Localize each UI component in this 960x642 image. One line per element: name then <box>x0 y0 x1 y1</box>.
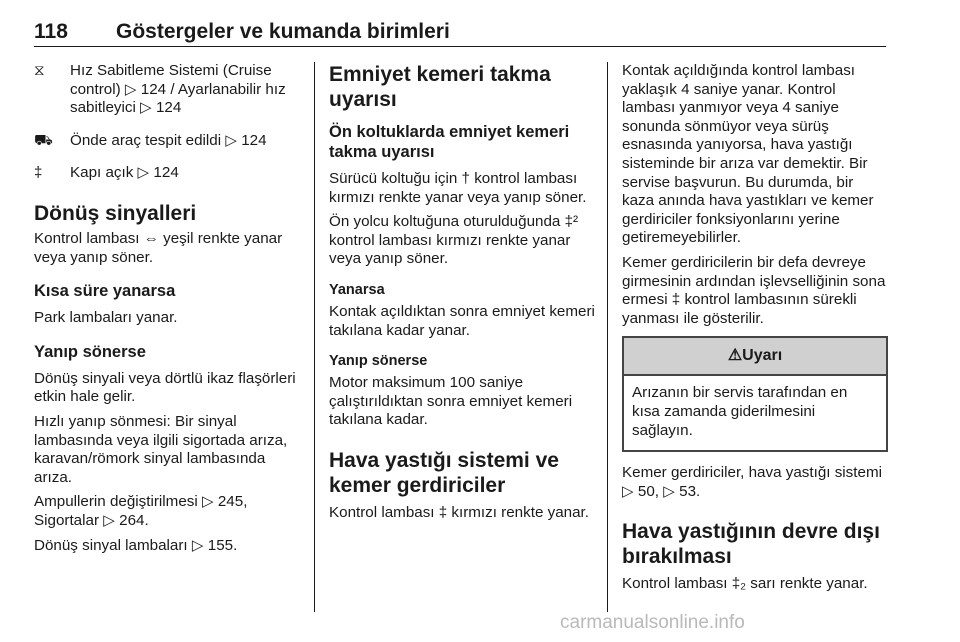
column-3 <box>622 62 888 594</box>
paragraph: Ampullerin değiştirilmesi ▷ 245, Sigortalar ▷ 264. <box>34 493 248 529</box>
indicator-item-cruise <box>34 62 300 118</box>
paragraph: Kontrol lambası ‡ kırmızı renkte yanar. <box>329 503 589 521</box>
paragraph: Kontak açıldığında kontrol lambası yaklaşık 4 saniye yanar. Kontrol lambası yanmıyor veya 4 saniye sonunda sönmüyor veya sürüş esnasında yanıyorsa, hava yastığı sisteminde bir arıza var demektir. Bir servise başvurun. Bu durumda, bir kaza anında hava yastıkları ve kemer gerdiriciler fonksiyonlarını yerine getiremeyebilirler. <box>622 62 874 247</box>
paragraph: Hızlı yanıp sönmesi: Bir sinyal lambasında veya ilgili sigortada arıza, karavan/römork sinyal lambasında arıza. <box>34 412 288 486</box>
indicator-item-door-open <box>34 164 300 183</box>
indicator-text: Önde araç tespit edildi ▷ 124 <box>70 131 267 149</box>
cruise-control-icon: ⧖ <box>34 62 45 79</box>
paragraph: Dönüş sinyali veya dörtlü ikaz flaşörleri etkin hale gelir. <box>34 369 296 406</box>
warning-text: Arızanın bir servis tarafından en kısa zamanda giderilmesini sağlayın. <box>632 384 848 439</box>
paragraph: Kemer gerdiriciler, hava yastığı sistemi ▷ 50, ▷ 53. <box>622 464 882 500</box>
page-header <box>34 14 886 47</box>
column-divider <box>607 62 608 612</box>
warning-title: ⚠Uyarı <box>624 338 886 376</box>
paragraph: Sürücü koltuğu için † kontrol lambası kırmızı renkte yanar veya yanıp söner. <box>329 170 587 206</box>
section-heading-airbag-deactivation: Hava yastığının devre dışı bırakılması <box>622 520 880 569</box>
paragraph: Kontrol lambası ⇔ yeşil renkte yanar veya yanıp söner. <box>34 229 283 266</box>
warning-box <box>622 336 888 452</box>
column-2 <box>329 62 597 523</box>
section-heading-seatbelt: Emniyet kemeri takma uyarısı <box>329 63 551 111</box>
subheading-on: Yanarsa <box>329 281 385 298</box>
paragraph: Kontak açıldıktan sonra emniyet kemeri takılana kadar yanar. <box>329 302 595 339</box>
section-heading-airbag: Hava yastığı sistemi ve kemer gerdiriciler <box>329 448 559 497</box>
indicator-text: Kapı açık ▷ 124 <box>70 164 179 182</box>
paragraph: Motor maksimum 100 saniye çalıştırıldıktan sonra emniyet kemeri takılana kadar. <box>329 374 573 429</box>
paragraph: Dönüş sinyal lambaları ▷ 155. <box>34 536 238 554</box>
column-divider <box>314 62 315 612</box>
indicator-item-vehicle-ahead <box>34 132 300 151</box>
paragraph: Park lambaları yanar. <box>34 309 178 327</box>
running-title: Göstergeler ve kumanda birimleri <box>116 20 450 43</box>
vehicle-ahead-icon: ⛟ <box>34 131 53 149</box>
subheading-front-seats: Ön koltuklarda emniyet kemeri takma uyarısı <box>329 123 570 161</box>
section-heading-turn-signals: Dönüş sinyalleri <box>34 201 197 225</box>
paragraph: Kontrol lambası ‡₂ sarı renkte yanar. <box>622 575 868 593</box>
subheading-flash: Yanıp sönerse <box>329 353 428 370</box>
page-number: 118 <box>34 20 68 43</box>
door-open-icon: ‡ <box>34 164 43 182</box>
column-1 <box>34 62 300 555</box>
paragraph: Ön yolcu koltuğuna oturulduğunda ‡² kontrol lambası kırmızı renkte yanar veya yanıp söner. <box>329 213 579 268</box>
subheading-short: Kısa süre yanarsa <box>34 282 176 301</box>
warning-body <box>624 376 886 450</box>
indicator-text: Hız Sabitleme Sistemi (Cruise control) ▷ 124 / Ayarlanabilir hız sabitleyici ▷ 124 <box>70 62 286 117</box>
paragraph: Kemer gerdiricilerin bir defa devreye girmesinin ardından işlevselliğinin sona ermesi ‡ kontrol lambasının sürekli yanması ile gösterilir. <box>622 253 886 327</box>
watermark: carmanualsonline.info <box>560 612 745 633</box>
subheading-flash: Yanıp sönerse <box>34 342 146 361</box>
